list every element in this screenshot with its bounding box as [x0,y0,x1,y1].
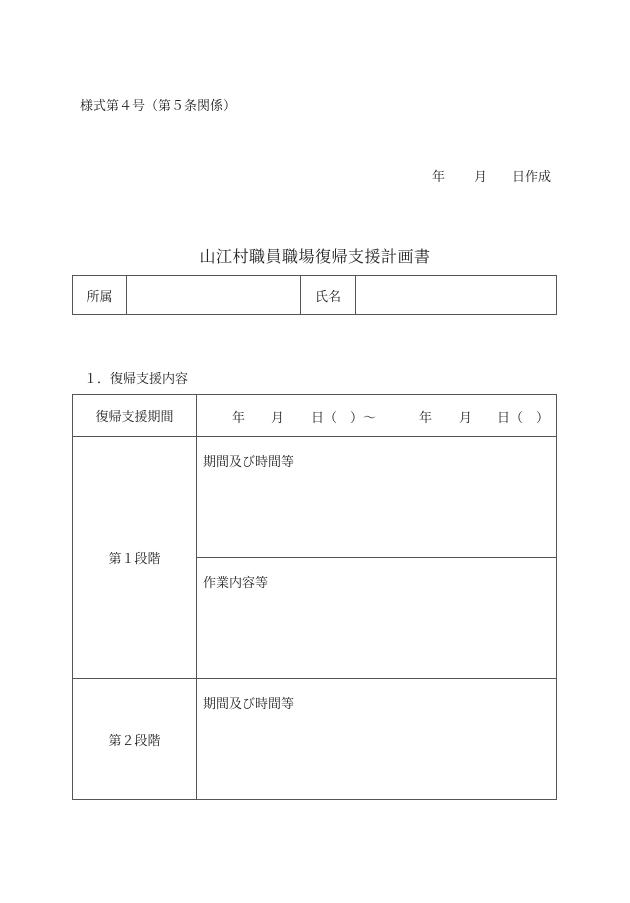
date-day-created-label: 日作成 [512,170,552,185]
document-title: 山江村職員職場復帰支援計画書 [199,247,431,266]
affiliation-name-table [72,275,557,315]
stage-1-work-content-label: 作業内容等 [203,576,269,591]
stage-1-work-content-field[interactable] [197,558,557,679]
period-start-month: 月 [271,411,285,426]
stage-1-period-time-field[interactable] [197,437,557,558]
period-end-day: 日（ ） [497,411,550,426]
stage-2-period-time-label: 期間及び時間等 [203,697,295,712]
stage-2-period-time-field[interactable] [197,679,557,800]
period-end-year: 年 [419,411,433,426]
stage-1-period-time-label: 期間及び時間等 [203,455,295,470]
name-label: 氏名 [301,276,356,315]
period-label: 復帰支援期間 [73,395,197,437]
period-end-month: 月 [459,411,473,426]
date-year-label: 年 [432,170,446,185]
period-start-year: 年 [232,411,246,426]
name-field[interactable] [356,276,557,315]
affiliation-field[interactable] [127,276,301,315]
stage-2-label: 第２段階 [73,679,197,800]
period-field[interactable] [197,395,557,437]
period-start-day: 日（ ）〜 [311,411,377,426]
date-month-label: 月 [474,170,488,185]
section-heading: １．復帰支援内容 [84,372,189,387]
stage-1-label: 第１段階 [73,437,197,679]
affiliation-label: 所属 [73,276,127,315]
form-number: 様式第４号（第５条関係） [80,99,237,114]
support-plan-table [72,394,557,800]
